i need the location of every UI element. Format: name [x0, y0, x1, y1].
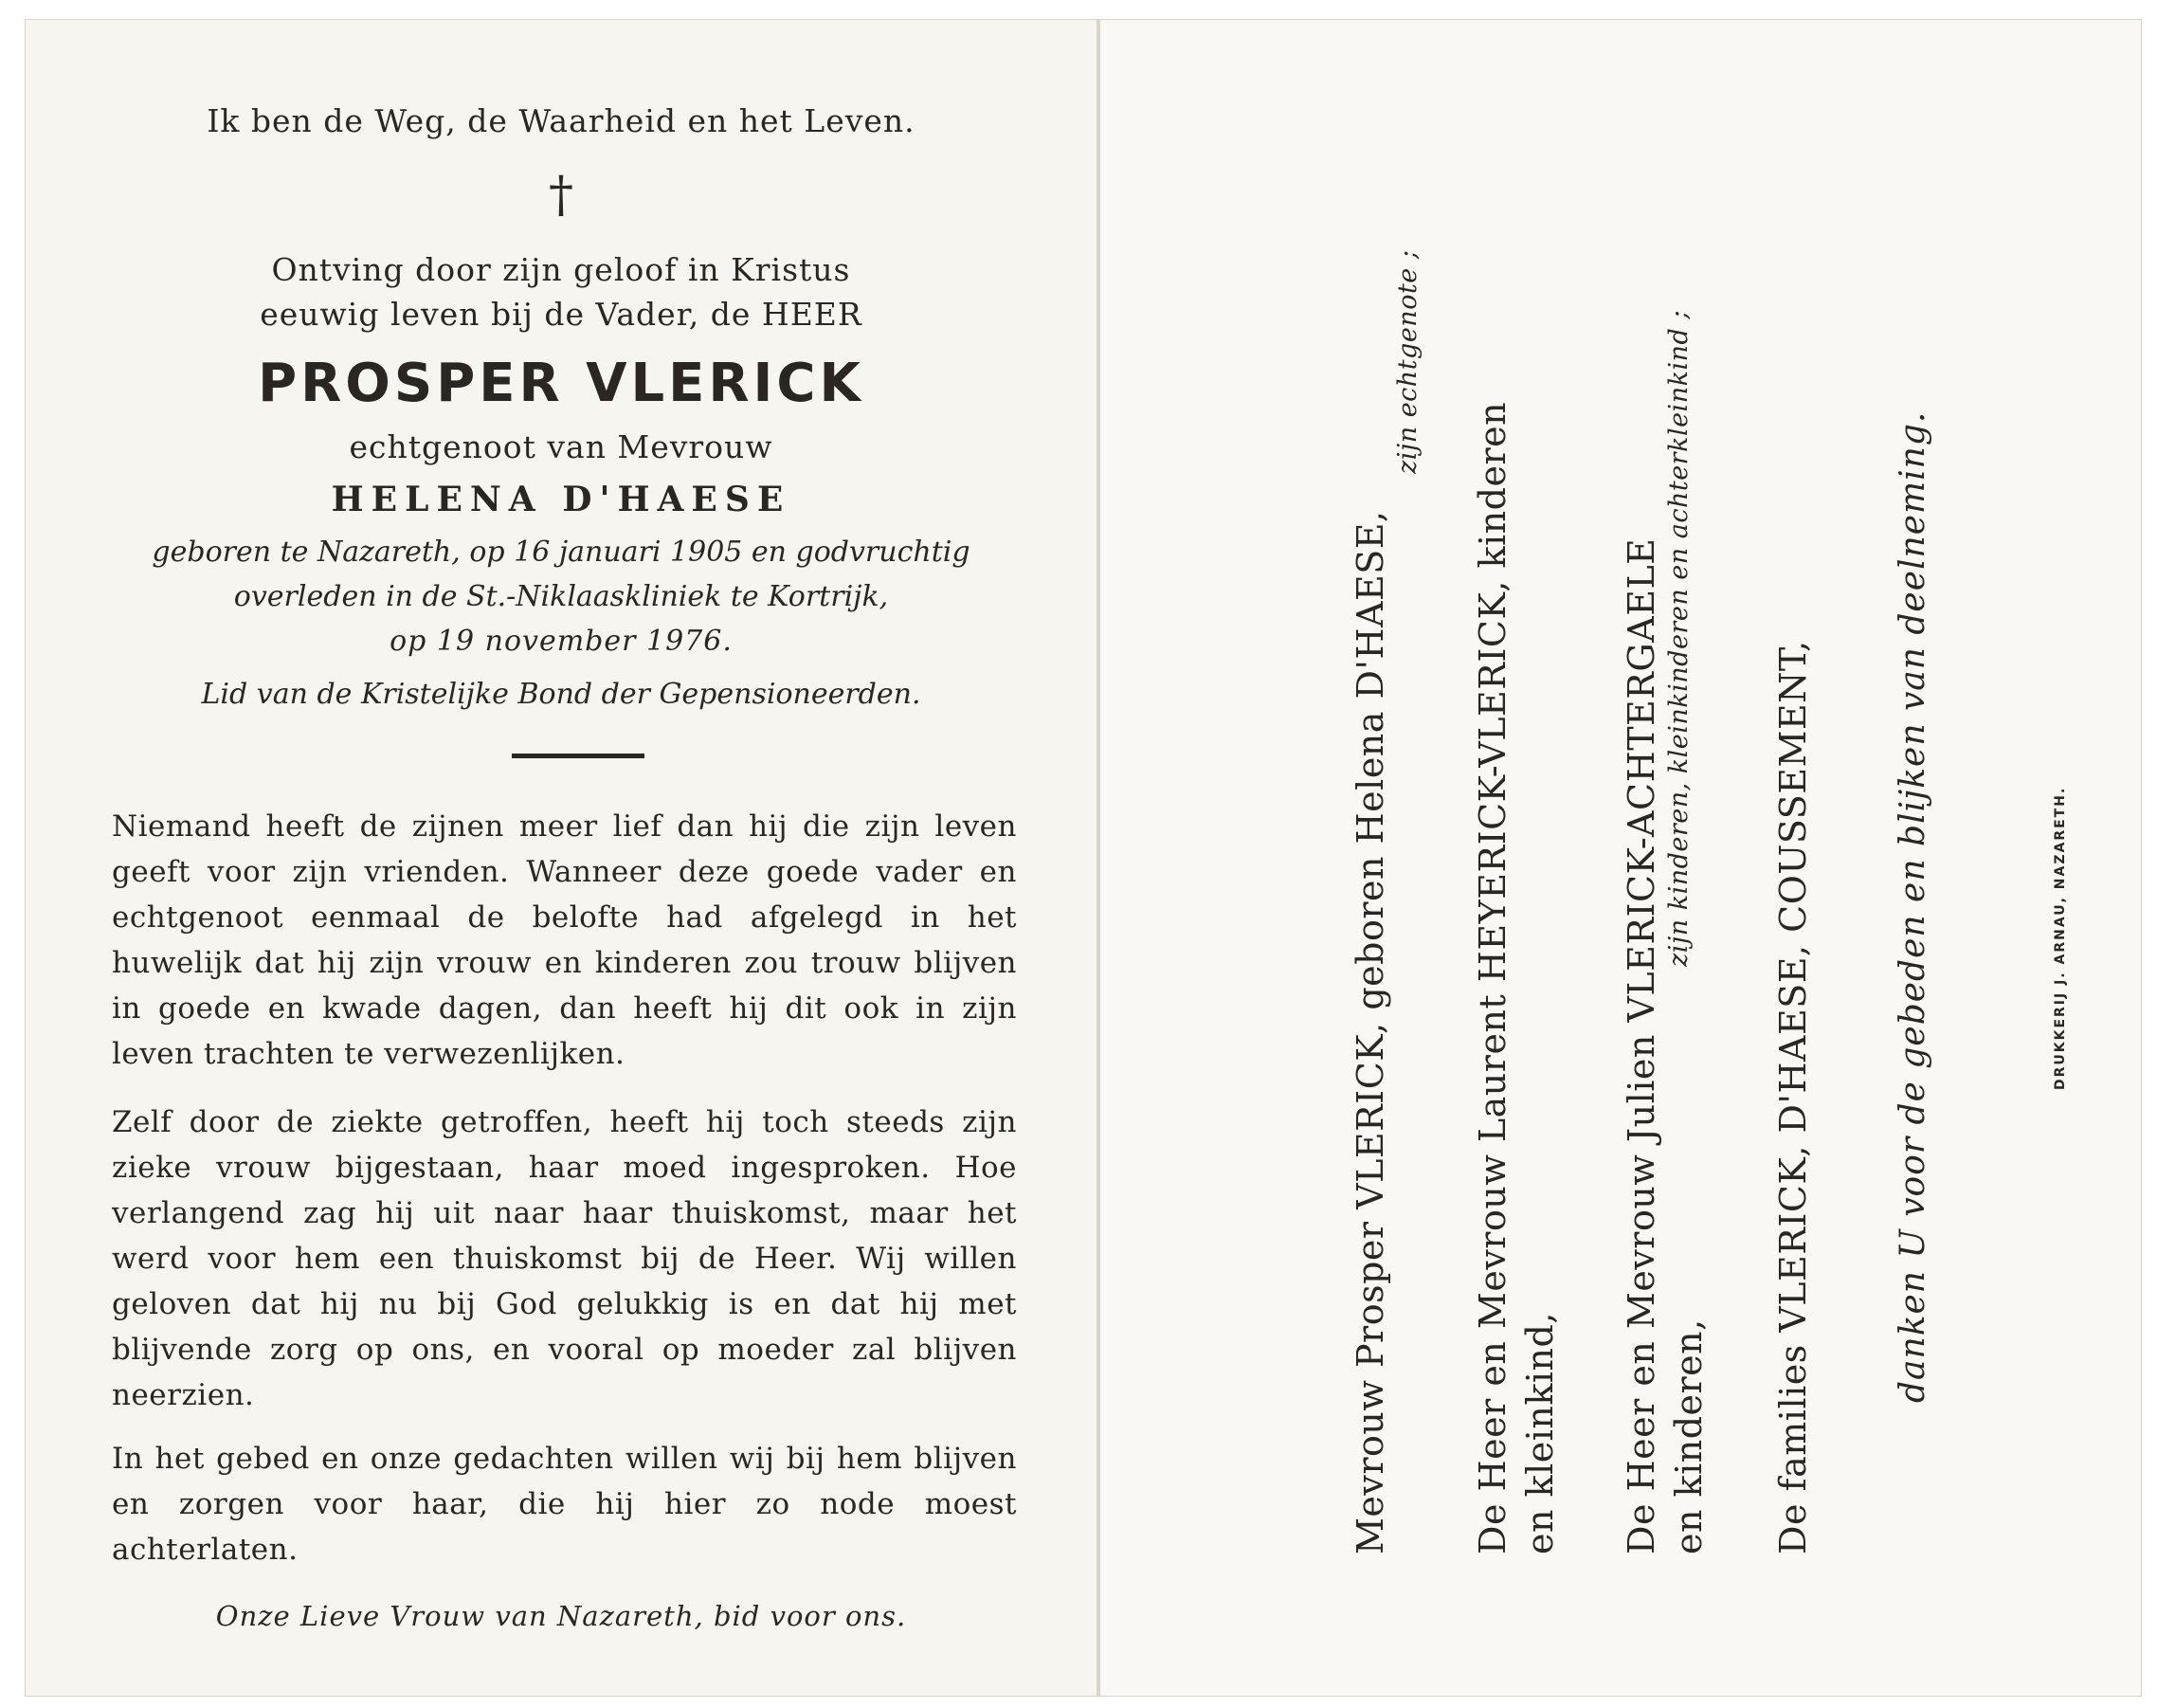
right-page: [1099, 19, 2142, 1697]
family-line-3b: en kinderen,: [1668, 1318, 1710, 1554]
intro-line-1: Ontving door zijn geloof in Kristus: [271, 251, 851, 288]
membership-line: Lid van de Kristelijke Bond der Gepensioneerden.: [201, 678, 921, 711]
thanks-line: danken U voor de gebeden en blijken van deelneming.: [1894, 410, 1932, 1403]
birth-line-2: overleden in de St.-Niklaaskliniek te Kortrijk,: [233, 580, 889, 613]
paragraph-1: Niemand heeft de zijnen meer lief dan hij die zijn leven geeft voor zijn vrienden. Wanneer deze goede vader en echtgenoot eenmaal de belofte had afgelegd in het huwelijk dat hij zijn vrouw en kinderen zou trouw blijven in goede en kwade dagen, dan heeft hij dit ook in zijn leven trachten te verwezenlijken.: [112, 809, 1017, 1071]
cross-icon: †: [549, 167, 573, 224]
family-line-1: Mevrouw Prosper VLERICK, geboren Helena D'HAESE,: [1350, 510, 1391, 1554]
motto: Ik ben de Weg, de Waarheid en het Leven.: [207, 102, 915, 139]
spouse-of-label: echtgenoot van Mevrouw: [349, 428, 773, 465]
left-page: [25, 19, 1097, 1697]
deceased-name: PROSPER VLERICK: [258, 353, 864, 414]
spouse-name: HELENA D'HAESE: [331, 480, 791, 519]
paragraph-3: In het gebed en onze gedachten willen wij bij hem blijven en zorgen voor haar, die hij hier zo node moest achterlaten.: [112, 1442, 1017, 1567]
family-line-4: De families VLERICK, D'HAESE, COUSSEMENT,: [1772, 640, 1814, 1554]
family-line-2b: en kleinkind,: [1519, 1312, 1561, 1554]
birth-line-1: geboren te Nazareth, op 16 januari 1905 en godvruchtig: [152, 536, 970, 569]
birth-line-3: op 19 november 1976.: [390, 625, 733, 658]
closing-prayer: Onze Lieve Vrouw van Nazareth, bid voor ons.: [215, 1600, 907, 1632]
family-line-3: De Heer en Mevrouw Julien VLERICK-ACHTERGAELE: [1621, 537, 1662, 1554]
printer-imprint: DRUKKERIJ J. ARNAU, NAZARETH.: [2053, 786, 2068, 1090]
family-line-1-role: zijn echtgenote ;: [1393, 249, 1423, 474]
intro-line-2: eeuwig leven bij de Vader, de HEER: [260, 296, 862, 333]
family-line-3-role: zijn kinderen, kleinkinderen en achterkleinkind ;: [1664, 310, 1694, 967]
divider: [512, 754, 644, 758]
paragraph-2: Zelf door de ziekte getroffen, heeft hij toch steeds zijn zieke vrouw bijgestaan, haar moed ingesproken. Hoe verlangend zag hij uit naar haar thuiskomst, maar het werd voor hem een thuiskomst bij de Heer. Wij willen geloven dat hij nu bij God gelukkig is en dat hij met blijvende zorg op ons, en vooral op moeder zal blijven neerzien.: [112, 1105, 1017, 1412]
family-line-2: De Heer en Mevrouw Laurent HEYERICK-VLERICK, kinderen: [1472, 401, 1514, 1554]
